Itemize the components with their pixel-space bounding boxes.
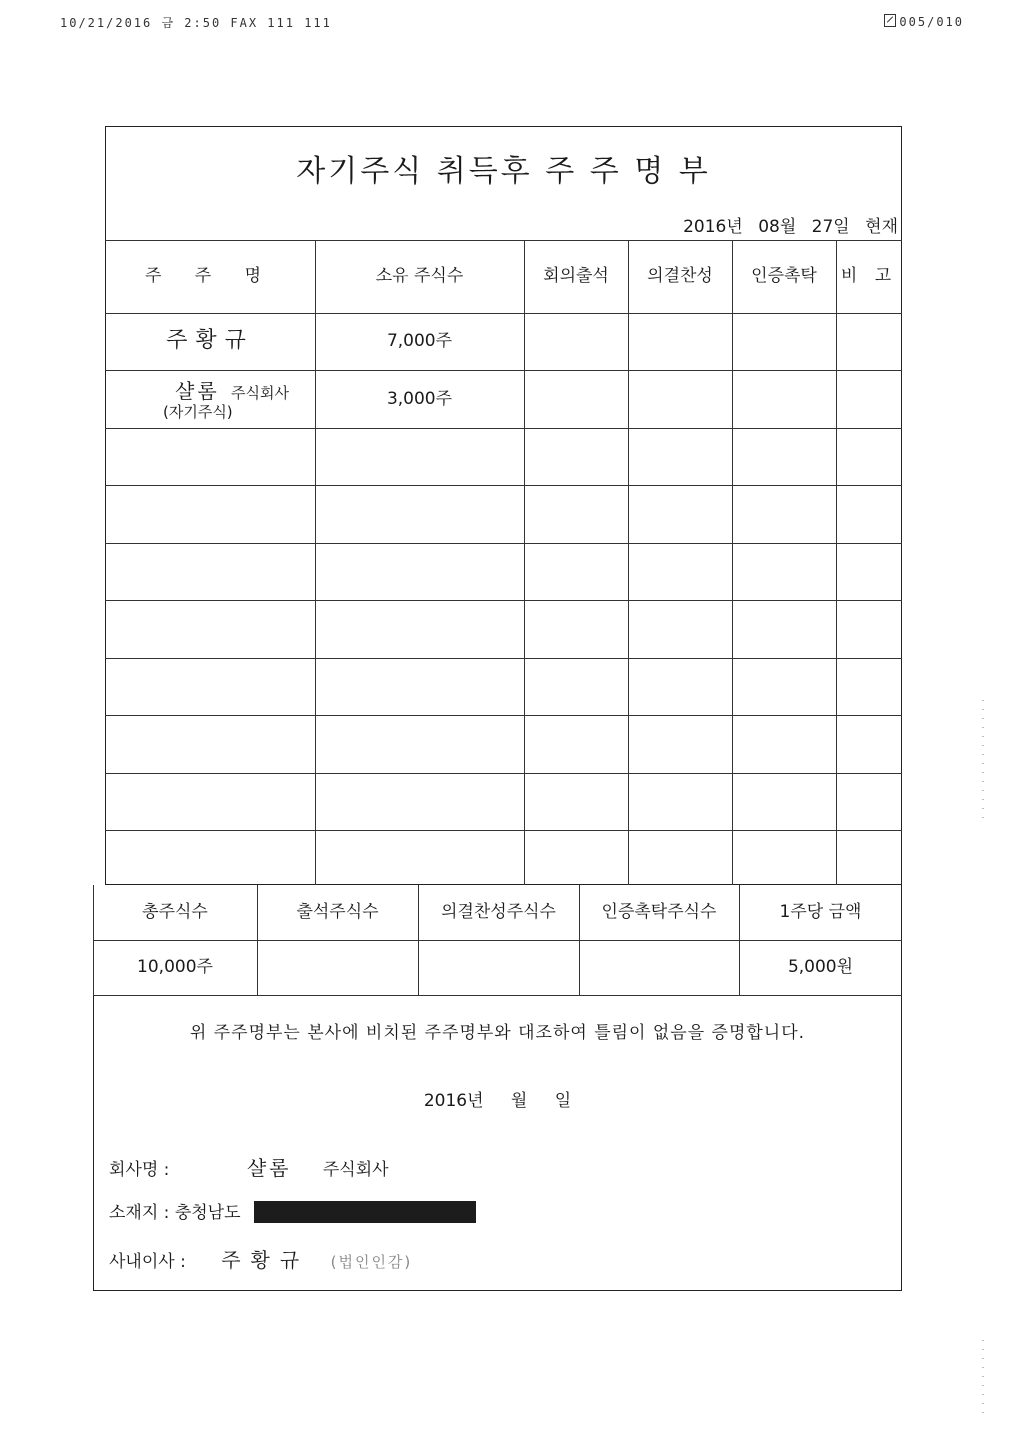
as-of-day: 27일 <box>811 217 850 237</box>
fax-transmission-info: 10/21/2016 금 2:50 FAX 111 111 <box>60 16 332 30</box>
summary-header-attending-shares: 출석주식수 <box>296 902 379 923</box>
row-line <box>105 600 902 601</box>
company-name-suffix: 주식회사 <box>322 1160 389 1180</box>
scan-noise <box>982 1340 984 1420</box>
shares-owned-2: 3,000주 <box>386 388 453 409</box>
summary-value-attending-shares <box>257 940 418 995</box>
address-label: 소재지 : <box>109 1203 170 1223</box>
as-of-suffix: 현재 <box>865 217 898 237</box>
shareholder-name-2-suffix: 주식회사 <box>231 383 290 402</box>
row-line <box>105 830 902 831</box>
company-name-value: 샬롬 <box>246 1156 292 1180</box>
scan-noise <box>982 700 984 820</box>
address-value: 충청남도 <box>174 1203 241 1223</box>
header-vote-approval: 의결찬성 <box>647 266 713 287</box>
as-of-month: 08월 <box>758 217 797 237</box>
address-line <box>109 1198 476 1223</box>
as-of-year: 2016년 <box>683 217 743 237</box>
company-name-label: 회사명 : <box>109 1160 170 1180</box>
corporate-seal-mark: (법인인감) <box>330 1253 413 1271</box>
summary-header-approving-shares: 의결찬성주식수 <box>441 902 556 923</box>
header-shareholder-name: 주 주 명 <box>144 266 276 287</box>
director-label: 사내이사 : <box>109 1252 186 1272</box>
summary-bottom-line <box>93 995 902 996</box>
summary-header-total-shares: 총주식수 <box>142 902 208 923</box>
certification-statement: 위 주주명부는 본사에 비치된 주주명부와 대조하여 틀림이 없음을 증명합니다. <box>189 1023 806 1043</box>
summary-value-approving-shares <box>418 940 579 995</box>
summary-value-total-shares: 10,000주 <box>137 957 213 978</box>
header-notarization: 인증촉탁 <box>751 266 817 287</box>
signature-month: 월 <box>510 1091 528 1111</box>
signature-year: 2016년 <box>423 1091 484 1111</box>
row-line <box>105 428 902 429</box>
summary-header-par-value: 1주당 금액 <box>779 902 862 923</box>
fax-page-icon <box>884 14 896 27</box>
fax-page-number <box>884 14 964 29</box>
fax-header <box>60 14 964 34</box>
row-line <box>105 485 902 486</box>
summary-header-notarized-shares: 인증촉탁주식수 <box>601 902 717 923</box>
shareholder-name-2-note: (자기주식) <box>163 403 233 422</box>
column-line <box>836 240 837 885</box>
shares-owned-1: 7,000주 <box>386 331 453 352</box>
director-name: 주황규 <box>221 1248 310 1272</box>
document-title: 자기주식 취득후 주 주 명 부 <box>296 154 711 189</box>
director-line <box>109 1244 412 1273</box>
summary-value-notarized-shares <box>579 940 739 995</box>
shareholder-name-2 <box>163 376 315 424</box>
as-of-date <box>683 212 898 237</box>
column-line <box>628 240 629 885</box>
column-line <box>732 240 733 885</box>
header-meeting-attendance: 회의출석 <box>543 266 609 287</box>
row-line <box>105 658 902 659</box>
shareholder-name-1: 주황규 <box>166 328 254 354</box>
header-shares-owned: 소유 주식수 <box>375 266 464 287</box>
signature-day: 일 <box>554 1091 572 1111</box>
row-line <box>105 543 902 544</box>
summary-value-par-value: 5,000원 <box>787 957 854 978</box>
row-line <box>105 773 902 774</box>
header-remarks: 비 고 <box>840 266 898 287</box>
shareholder-register-document <box>93 126 904 1292</box>
signature-date <box>93 1086 902 1111</box>
column-line <box>524 240 525 885</box>
fax-page-count: 005/010 <box>899 15 964 29</box>
company-name-line <box>109 1152 389 1181</box>
shareholder-name-2-company: 샬롬 <box>175 378 220 403</box>
row-line <box>105 715 902 716</box>
redacted-address-block <box>254 1201 476 1223</box>
